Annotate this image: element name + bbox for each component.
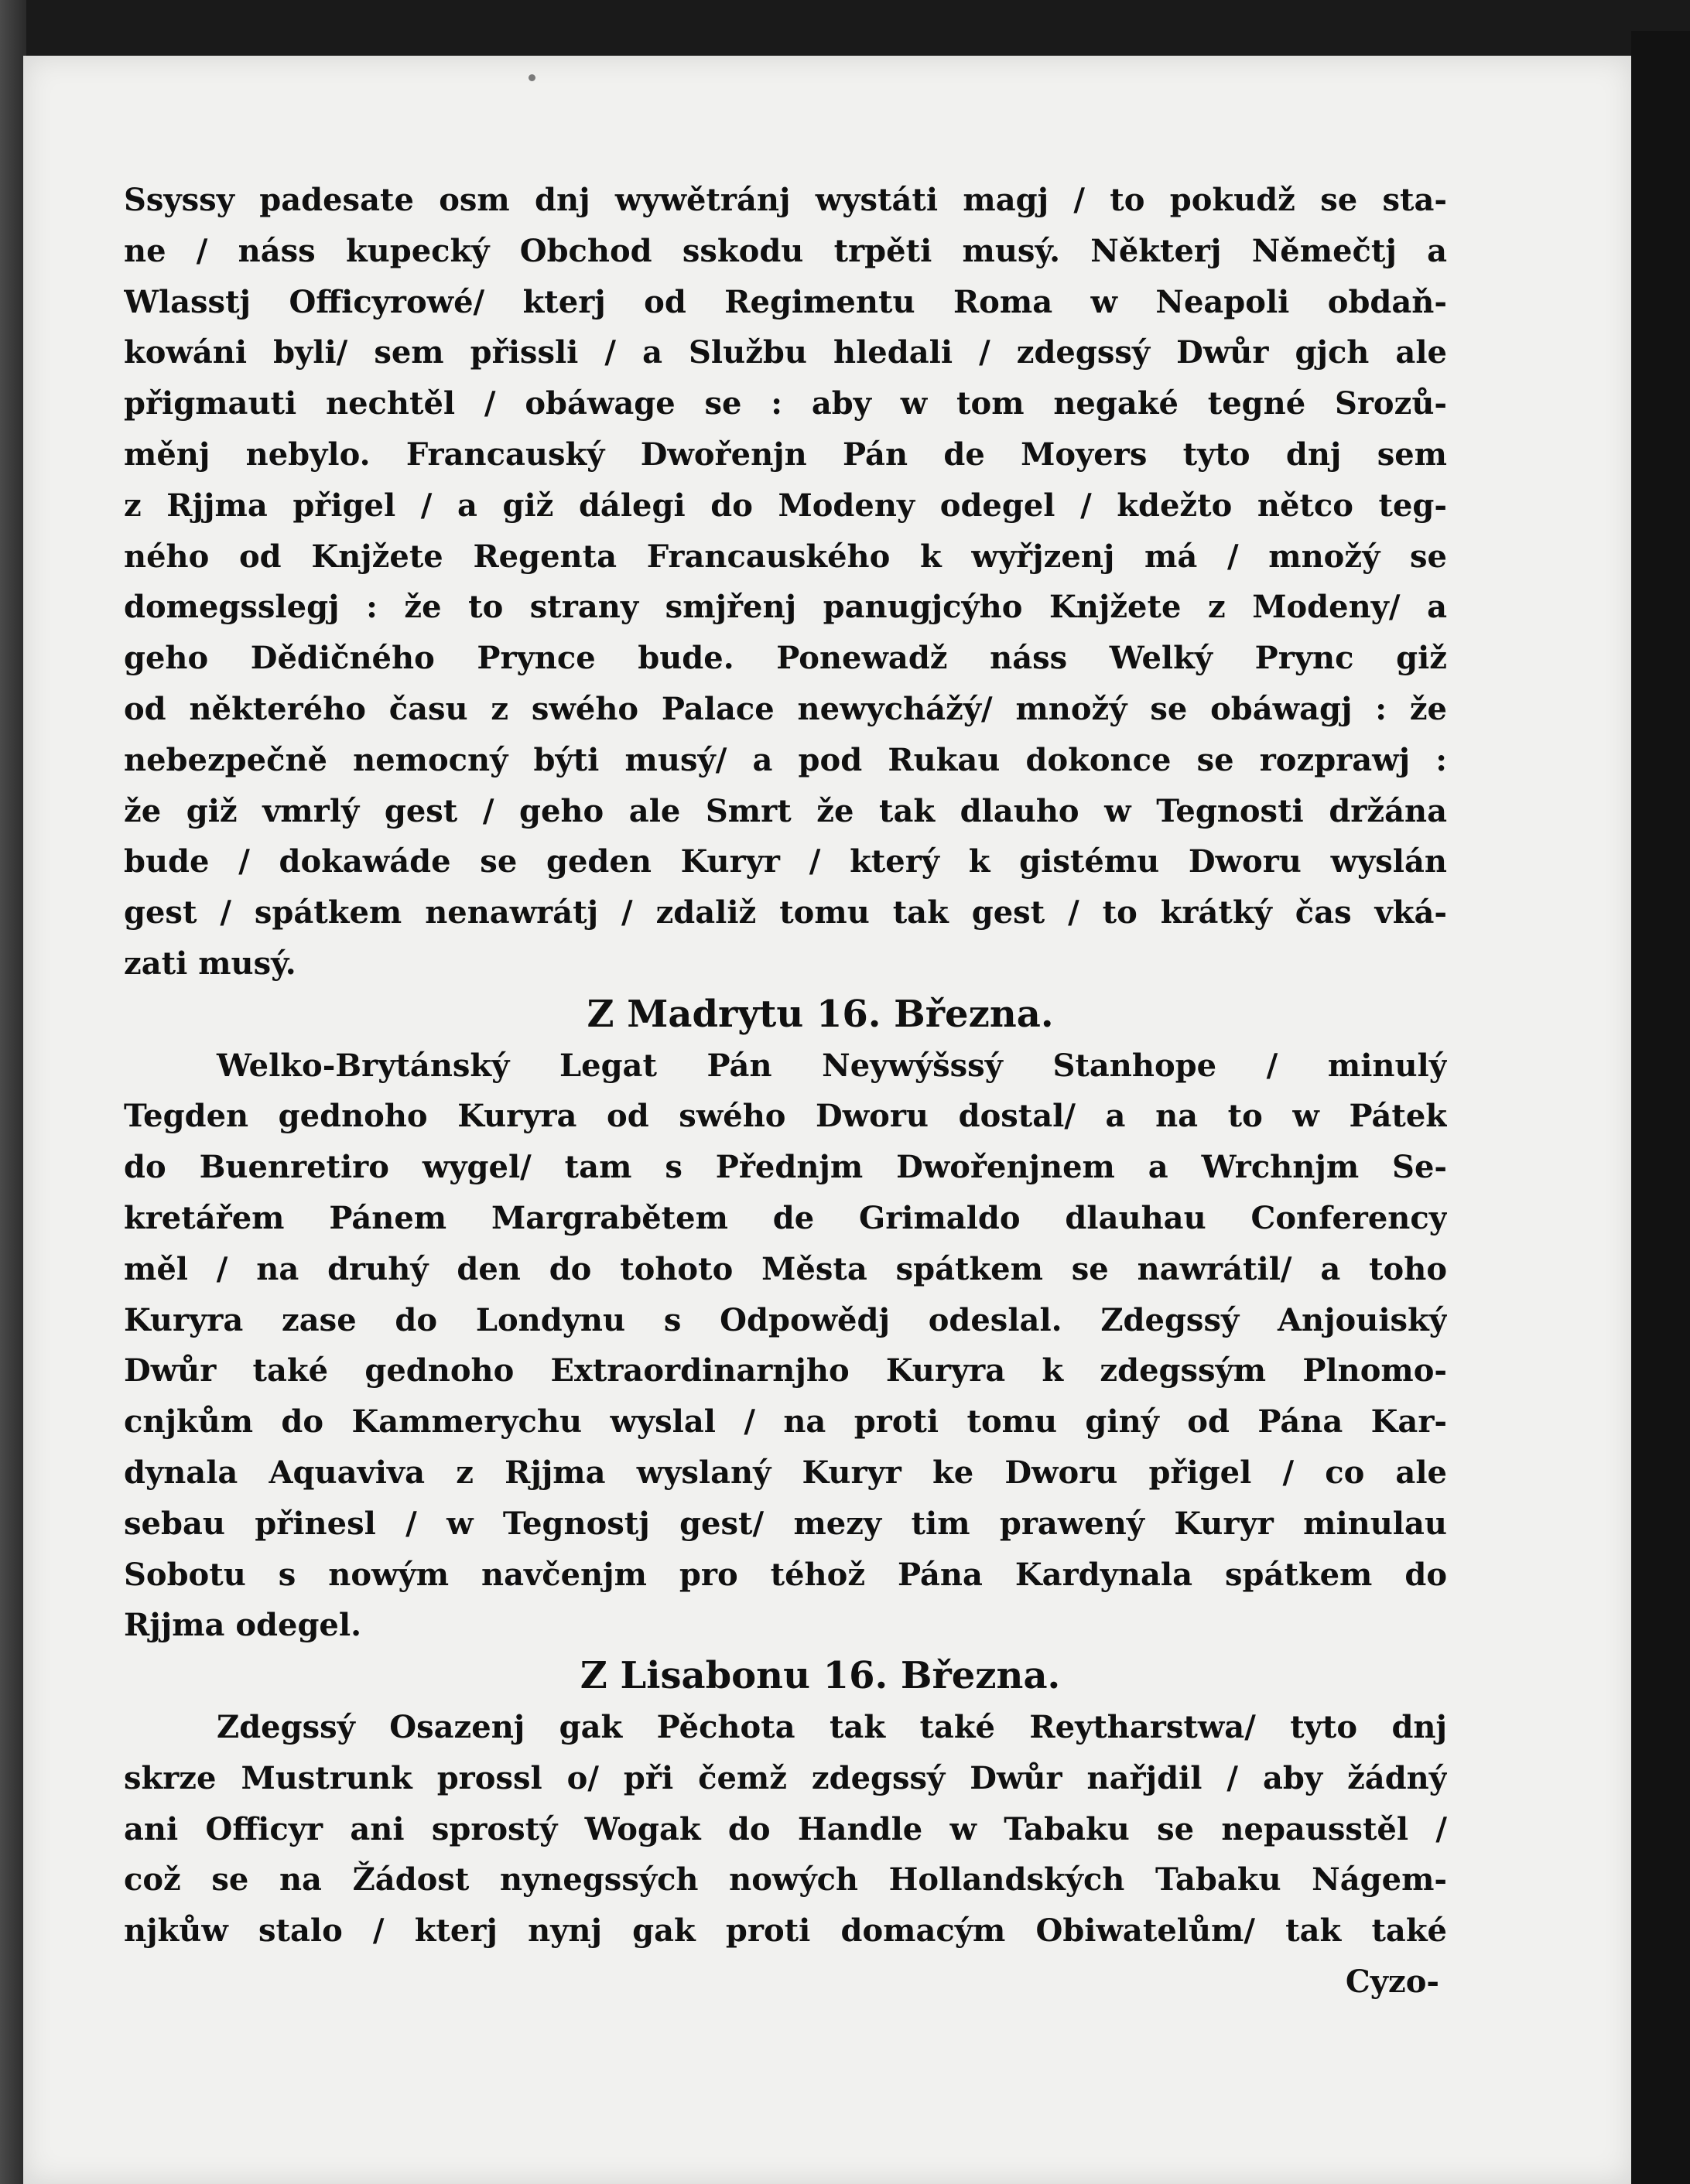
section-heading-lisbon: Z Lisabonu 16. Března. [580, 1654, 1061, 1698]
text-line: ného od Knjžete Regenta Francauského k wyřjzenj má / množý se [124, 538, 1447, 575]
text-line: kowáni byli/ sem přissli / a Službu hledali / zdegssý Dwůr gjch ale [124, 334, 1447, 371]
text-line: měl / na druhý den do tohoto Města spátkem se nawrátil/ a toho [124, 1250, 1447, 1287]
text-line: Zdegssý Osazenj gak Pěchota tak také Reytharstwa/ tyto dnj [217, 1708, 1447, 1745]
catchword: Cyzo- [1345, 1963, 1439, 2000]
text-line: Sobotu s nowým navčenjm pro téhož Pána Kardynala spátkem do [124, 1556, 1447, 1593]
text-line: sebau přinesl / w Tegnostj gest/ mezy tim prawený Kuryr minulau [124, 1505, 1447, 1542]
text-line: njkůw stalo / kterj nynj gak proti domacým Obiwatelům/ tak také [124, 1912, 1447, 1950]
page-edge-shadow [1631, 31, 1690, 2184]
text-line: nebezpečně nemocný býti musý/ a pod Rukau dokonce se rozprawj : [124, 741, 1447, 778]
text-line: kretářem Pánem Margrabětem de Grimaldo dlauhau Conferency [124, 1199, 1447, 1236]
page-text [124, 175, 1447, 2008]
text-line: cnjkům do Kammerychu wyslal / na proti tomu giný od Pána Kar- [124, 1403, 1447, 1441]
text-line: dynala Aquaviva z Rjjma wyslaný Kuryr ke Dworu přigel / co ale [124, 1454, 1447, 1491]
text-line: Tegden gednoho Kuryra od swého Dworu dostal/ a na to w Pátek [124, 1098, 1447, 1135]
text-line: Kuryra zase do Londynu s Odpowědj odeslal. Zdegssý Anjouiský [124, 1301, 1447, 1338]
text-line: ne / náss kupecký Obchod sskodu trpěti musý. Některj Němečtj a [124, 232, 1447, 269]
text-line: do Buenretiro wygel/ tam s Přednjm Dwořenjnem a Wrchnjm Se- [124, 1149, 1447, 1186]
text-line: což se na Žádost nynegssých nowých Hollandských Tabaku Nágem- [124, 1861, 1447, 1899]
text-line: zati musý. [124, 945, 296, 982]
section-heading-madrid: Z Madrytu 16. Března. [587, 992, 1054, 1036]
text-line: že giž vmrlý gest / geho ale Smrt že tak dlauho w Tegnosti držána [124, 792, 1447, 829]
text-line: gest / spátkem nenawrátj / zdaliž tomu tak gest / to krátký čas vká- [124, 894, 1447, 931]
text-line: Wlasstj Officyrowé/ kterj od Regimentu Roma w Neapoli obdaň- [124, 283, 1447, 320]
ink-speck [529, 74, 535, 81]
text-line: přigmauti nechtěl / obáwage se : aby w tom negaké tegné Srozů- [124, 385, 1447, 422]
text-line: geho Dědičného Prynce bude. Ponewadž náss Welký Prync giž [124, 640, 1447, 677]
text-line: Welko-Brytánský Legat Pán Neywýšssý Stanhope / minulý [217, 1047, 1447, 1084]
text-line: skrze Mustrunk prossl o/ při čemž zdegssý Dwůr nařjdil / aby žádný [124, 1759, 1447, 1796]
paragraph-rome-report [124, 175, 1447, 989]
text-line: měnj nebylo. Francauský Dwořenjn Pán de Moyers tyto dnj sem [124, 436, 1447, 473]
text-line: domegsslegj : že to strany smjřenj panugjcýho Knjžete z Modeny/ a [124, 589, 1447, 626]
text-line: Dwůr také gednoho Extraordinarnjho Kuryra k zdegssým Plnomo- [124, 1352, 1447, 1389]
text-line: Rjjma odegel. [124, 1607, 361, 1644]
binding-gutter [0, 0, 26, 2184]
text-line: Ssyssy padesate osm dnj wywětránj wystáti magj / to pokudž se sta- [124, 182, 1447, 218]
paragraph-madrid-report [124, 1041, 1447, 1652]
paragraph-lisbon-report [124, 1702, 1447, 1957]
text-line: z Rjjma přigel / a giž dálegi do Modeny odegel / kdežto nětco teg- [124, 487, 1447, 524]
text-line: od některého času z swého Palace newychážý/ množý se obáwagj : že [124, 690, 1447, 727]
text-line: bude / dokawáde se geden Kuryr / který k gistému Dworu wyslán [124, 843, 1447, 880]
text-line: ani Officyr ani sprostý Wogak do Handle w Tabaku se nepausstěl / [124, 1810, 1447, 1847]
